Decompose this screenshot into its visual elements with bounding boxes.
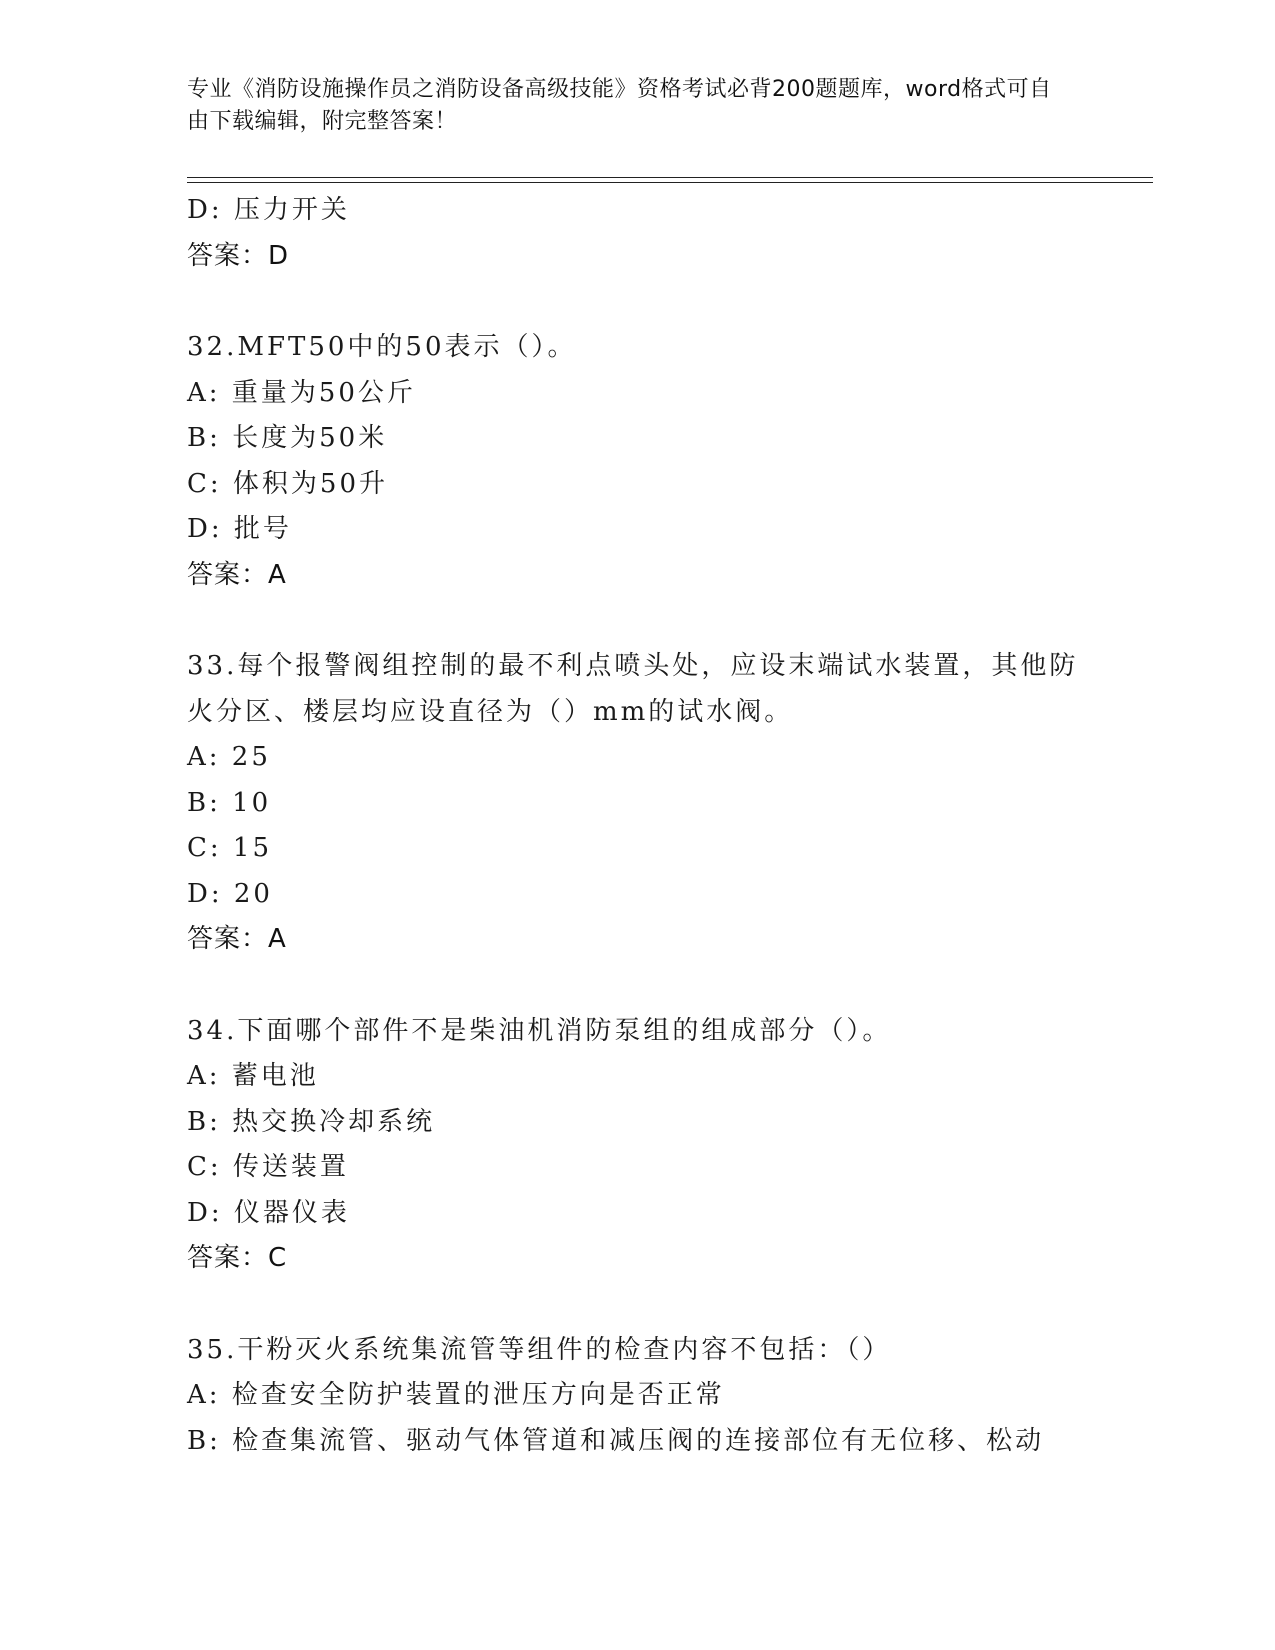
- question-35: [187, 1328, 1153, 1465]
- question-list: [187, 188, 1153, 1464]
- option-a: A: 重量为50公斤: [187, 377, 416, 408]
- prev-option-d: D: 压力开关: [187, 195, 350, 225]
- answer: 答案：A: [187, 924, 287, 954]
- prev-answer: 答案：D: [187, 240, 290, 271]
- option-b: B: 检查集流管、驱动气体管道和减压阀的连接部位有无位移、松动: [187, 1425, 1045, 1456]
- option-d: D: 批号: [187, 514, 292, 544]
- option-c: C: 15: [187, 833, 273, 863]
- option-c: C: 体积为50升: [187, 468, 389, 499]
- option-a: A: 25: [187, 742, 271, 772]
- question-stem: 33.每个报警阀组控制的最不利点喷头处，应设末端试水装置，其他防火分区、楼层均应设直径为（）mm的试水阀。: [187, 651, 1079, 727]
- question-33: [187, 644, 1153, 963]
- question-34: [187, 1009, 1153, 1282]
- option-d: D: 20: [187, 878, 273, 909]
- header-divider-top: [187, 177, 1153, 178]
- header-divider-bottom: [187, 182, 1153, 183]
- option-a: A: 检查安全防护装置的泄压方向是否正常: [187, 1380, 725, 1410]
- option-c: C: 传送装置: [187, 1152, 349, 1182]
- answer: 答案：A: [187, 559, 287, 590]
- option-d: D: 仪器仪表: [187, 1197, 350, 1228]
- question-32: [187, 325, 1153, 598]
- document-header: 专业《消防设施操作员之消防设备高级技能》资格考试必背200题题库，word格式可自由下载编辑，附完整答案！: [187, 77, 1052, 134]
- option-b: B: 热交换冷却系统: [187, 1106, 436, 1137]
- question-stem: 34.下面哪个部件不是柴油机消防泵组的组成部分（）。: [187, 1015, 892, 1046]
- option-b: B: 10: [187, 787, 272, 818]
- answer: 答案：C: [187, 1243, 288, 1273]
- option-a: A: 蓄电池: [187, 1061, 319, 1091]
- option-b: B: 长度为50米: [187, 423, 388, 453]
- question-stem: 32.MFT50中的50表示（）。: [187, 332, 577, 362]
- question-stem: 35.干粉灭火系统集流管等组件的检查内容不包括：（）: [187, 1334, 892, 1365]
